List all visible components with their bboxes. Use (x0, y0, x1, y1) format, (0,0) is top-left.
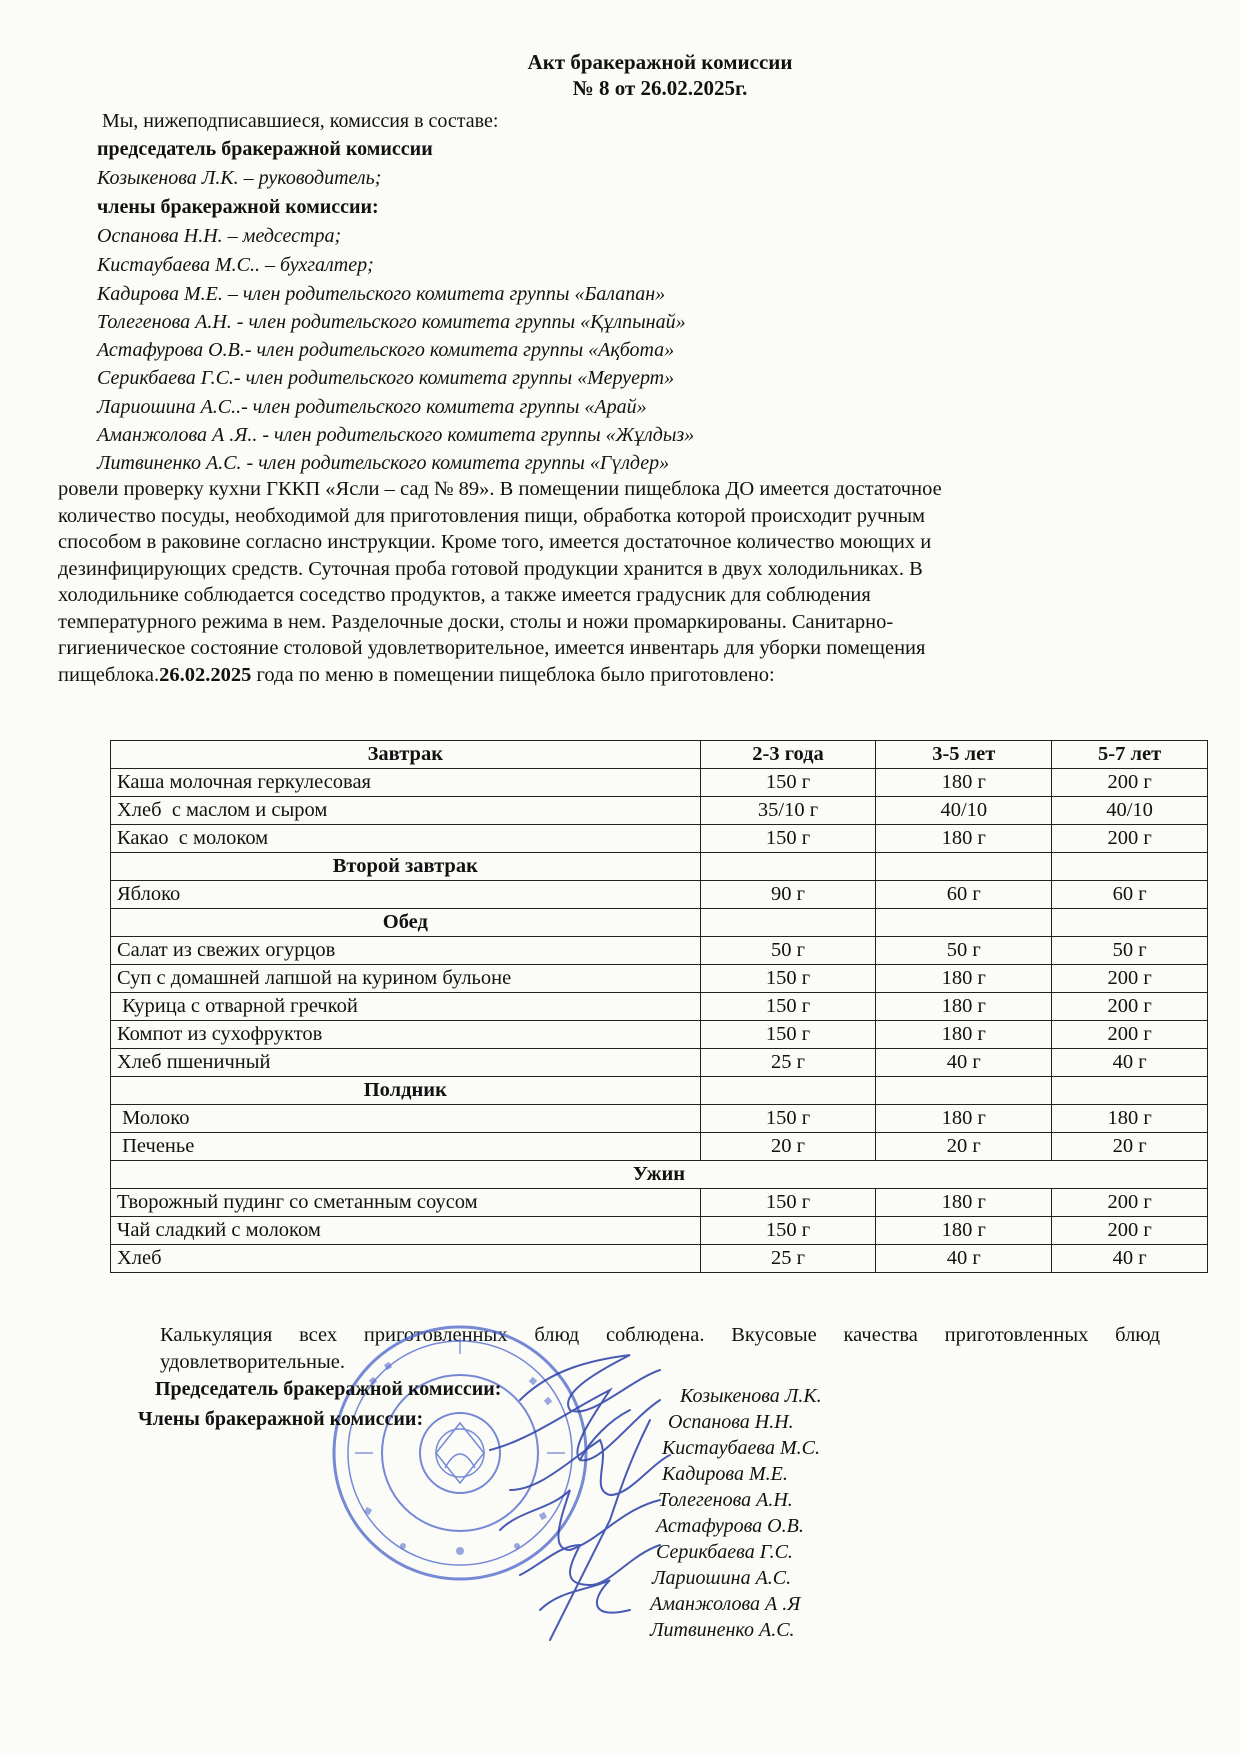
header-age-3-5: 3-5 лет (876, 741, 1052, 769)
dish-name: Компот из сухофруктов (111, 1021, 701, 1049)
dish-name: Хлеб (111, 1245, 701, 1273)
portion-cell: 150 г (700, 993, 876, 1021)
empty-cell (1052, 853, 1208, 881)
portion-cell: 40 г (876, 1049, 1052, 1077)
portion-cell: 200 г (1052, 965, 1208, 993)
portion-cell: 200 г (1052, 1217, 1208, 1245)
members-signature-label: Члены бракеражной комиссии: (138, 1408, 424, 1430)
dish-name: Хлеб пшеничный (111, 1049, 701, 1077)
portion-cell: 60 г (1052, 881, 1208, 909)
member-line: Литвиненко А.С. - член родительского комитета группы «Гүлдер» (97, 452, 670, 474)
portion-cell: 180 г (1052, 1105, 1208, 1133)
table-row (111, 1217, 1208, 1245)
portion-cell: 150 г (700, 1189, 876, 1217)
table-row (111, 993, 1208, 1021)
empty-cell (876, 909, 1052, 937)
intro-line: Мы, нижеподписавшиеся, комиссия в составе: (102, 110, 499, 132)
header-meal: Завтрак (111, 741, 701, 769)
portion-cell: 20 г (1052, 1133, 1208, 1161)
portion-cell: 180 г (876, 1189, 1052, 1217)
dish-name: Печенье (111, 1133, 701, 1161)
portion-cell: 200 г (1052, 769, 1208, 797)
signature-name: Козыкенова Л.К. (680, 1385, 822, 1407)
document-number: № 8 от 26.02.2025г. (572, 76, 748, 100)
table-row (111, 1105, 1208, 1133)
paragraph-line: ровели проверку кухни ГККП «Ясли – сад № 89». В помещении пищеблока ДО имеется достаточное (58, 478, 942, 500)
paragraph-last-end: года по меню в помещении пищеблока было приготовлено: (251, 663, 775, 686)
portion-cell: 180 г (876, 769, 1052, 797)
chair-signature-label: Председатель бракеражной комиссии: (155, 1378, 502, 1400)
dish-name: Творожный пудинг со сметанным соусом (111, 1189, 701, 1217)
dish-name: Чай сладкий с молоком (111, 1217, 701, 1245)
paragraph-line: гигиеническое состояние столовой удовлетворительное, имеется инвентарь для уборки помещения (58, 637, 926, 659)
paragraph-date: 26.02.2025 (159, 663, 252, 686)
dish-name: Яблоко (111, 881, 701, 909)
signature-names (650, 1383, 822, 1643)
member-line: Кистаубаева М.С.. – бухгалтер; (97, 254, 374, 276)
header-age-5-7: 5-7 лет (1052, 741, 1208, 769)
signature-name: Астафурова О.В. (656, 1515, 804, 1537)
table-row (111, 1049, 1208, 1077)
portion-cell: 20 г (876, 1133, 1052, 1161)
portion-cell: 150 г (700, 965, 876, 993)
section-title: Обед (111, 909, 701, 937)
dish-name: Суп с домашней лапшой на курином бульоне (111, 965, 701, 993)
dish-name: Курица с отварной гречкой (111, 993, 701, 1021)
portion-cell: 50 г (700, 937, 876, 965)
portion-cell: 180 г (876, 965, 1052, 993)
member-line: Толегенова А.Н. - член родительского комитета группы «Құлпынай» (97, 311, 686, 333)
section-title: Ужин (111, 1161, 1208, 1189)
table-section-row (111, 909, 1208, 937)
dish-name: Какао с молоком (111, 825, 701, 853)
member-line: Кадирова М.Е. – член родительского комитета группы «Балапан» (97, 283, 666, 305)
portion-cell: 150 г (700, 1021, 876, 1049)
document-title: Акт бракеражной комиссии (527, 50, 793, 74)
signature-name: Лариошина А.С. (652, 1567, 792, 1589)
portion-cell: 180 г (876, 825, 1052, 853)
members-heading: члены бракеражной комиссии: (97, 196, 379, 218)
dish-name: Каша молочная геркулесовая (111, 769, 701, 797)
signature-name: Толегенова А.Н. (658, 1489, 793, 1511)
signature-name: Кадирова М.Е. (662, 1463, 788, 1485)
menu-table (110, 740, 1208, 1273)
table-row (111, 965, 1208, 993)
portion-cell: 90 г (700, 881, 876, 909)
dish-name: Салат из свежих огурцов (111, 937, 701, 965)
portion-cell: 40 г (1052, 1245, 1208, 1273)
portion-cell: 35/10 г (700, 797, 876, 825)
portion-cell: 200 г (1052, 1021, 1208, 1049)
table-row (111, 825, 1208, 853)
paragraph-line: количество посуды, необходимой для приготовления пищи, обработка которой происходит ручным (58, 504, 926, 527)
table-row (111, 937, 1208, 965)
table-row (111, 1133, 1208, 1161)
signature-name: Оспанова Н.Н. (668, 1411, 794, 1433)
portion-cell: 180 г (876, 1021, 1052, 1049)
portion-cell: 150 г (700, 1105, 876, 1133)
table-section-row (111, 1077, 1208, 1105)
menu-table-body (111, 741, 1208, 1273)
paragraph-line-last (58, 662, 1158, 689)
empty-cell (876, 853, 1052, 881)
portion-cell: 20 г (700, 1133, 876, 1161)
table-header-row (111, 741, 1208, 769)
table-row (111, 797, 1208, 825)
dish-name: Молоко (111, 1105, 701, 1133)
portion-cell: 180 г (876, 1105, 1052, 1133)
conclusion-text: Калькуляция всех приготовленных блюд соблюдена. Вкусовые качества приготовленных блюд удовлетворительные. (160, 1324, 1160, 1373)
section-title: Второй завтрак (111, 853, 701, 881)
member-line: Лариошина А.С..- член родительского комитета группы «Арай» (97, 396, 647, 418)
portion-cell: 180 г (876, 1217, 1052, 1245)
empty-cell (1052, 1077, 1208, 1105)
table-row (111, 769, 1208, 797)
signature-name: Кистаубаева М.С. (662, 1437, 820, 1459)
paragraph-line: способом в раковине согласно инструкции. Кроме того, имеется достаточное количество моющих и (58, 531, 932, 553)
dish-name: Хлеб с маслом и сыром (111, 797, 701, 825)
section-title: Полдник (111, 1077, 701, 1105)
table-row (111, 881, 1208, 909)
chair-line: Козыкенова Л.К. – руководитель; (97, 167, 382, 189)
portion-cell: 25 г (700, 1049, 876, 1077)
paragraph-line: холодильнике соблюдается соседство продуктов, а также имеется градусник для соблюдения (58, 584, 871, 606)
portion-cell: 40/10 (1052, 797, 1208, 825)
table-row (111, 1021, 1208, 1049)
member-line: Оспанова Н.Н. – медсестра; (97, 225, 342, 247)
portion-cell: 150 г (700, 769, 876, 797)
portion-cell: 200 г (1052, 993, 1208, 1021)
empty-cell (876, 1077, 1052, 1105)
portion-cell: 200 г (1052, 825, 1208, 853)
empty-cell (1052, 909, 1208, 937)
portion-cell: 150 г (700, 1217, 876, 1245)
empty-cell (700, 1077, 876, 1105)
paragraph-line: дезинфицирующих средств. Суточная проба готовой продукции хранится в двух холодильниках. В (58, 557, 923, 580)
portion-cell: 25 г (700, 1245, 876, 1273)
signature-name: Литвиненко А.С. (650, 1619, 795, 1641)
member-line: Аманжолова А .Я.. - член родительского комитета группы «Жұлдыз» (97, 424, 695, 446)
portion-cell: 50 г (876, 937, 1052, 965)
portion-cell: 40 г (1052, 1049, 1208, 1077)
inspection-paragraph (58, 476, 1158, 688)
table-section-row (111, 1161, 1208, 1189)
signature-name: Аманжолова А .Я (650, 1593, 801, 1615)
header-age-2-3: 2-3 года (700, 741, 876, 769)
empty-cell (700, 909, 876, 937)
member-line: Астафурова О.В.- член родительского комитета группы «Ақбота» (97, 339, 675, 361)
portion-cell: 40 г (876, 1245, 1052, 1273)
portion-cell: 50 г (1052, 937, 1208, 965)
chair-heading: председатель бракеражной комиссии (97, 138, 433, 160)
portion-cell: 150 г (700, 825, 876, 853)
table-row (111, 1189, 1208, 1217)
paragraph-last-start: пищеблока. (58, 663, 160, 686)
table-row (111, 1245, 1208, 1273)
signature-name: Серикбаева Г.С. (656, 1541, 793, 1563)
portion-cell: 40/10 (876, 797, 1052, 825)
portion-cell: 180 г (876, 993, 1052, 1021)
portion-cell: 60 г (876, 881, 1052, 909)
table-section-row (111, 853, 1208, 881)
portion-cell: 200 г (1052, 1189, 1208, 1217)
empty-cell (700, 853, 876, 881)
paragraph-line: температурного режима в нем. Разделочные доски, столы и ножи промаркированы. Санитарно- (58, 610, 894, 633)
member-line: Серикбаева Г.С.- член родительского комитета группы «Меруерт» (97, 367, 675, 389)
